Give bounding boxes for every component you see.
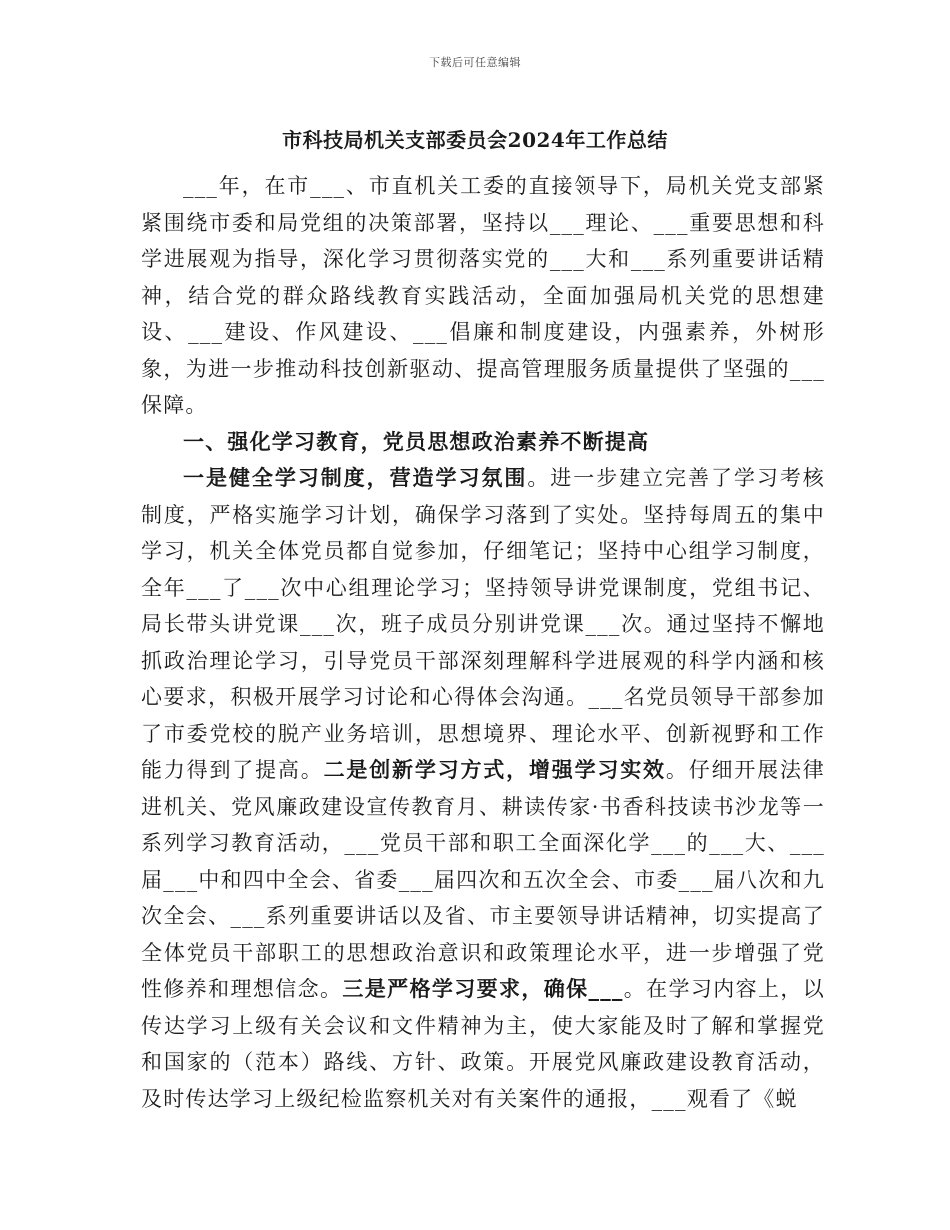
point-1-heading: 一是健全学习制度，营造学习氛围 — [183, 465, 528, 490]
header-note: 下载后可任意编辑 — [429, 56, 521, 69]
intro-paragraph: ___年，在市___、市直机关工委的直接领导下，局机关党支部紧紧围绕市委和局党组的决策部署，坚持以___理论、___重要思想和科学进展观为指导，深化学习贯彻落实党的___大和___系列重要讲话精神，结合党的群众路线教育实践活动，全面加强局机关党的思想建设、___建设、作风建设、___倡廉和制度建设，内强素养，外树形象，为进一步推动科技创新驱动、提高管理服务质量提供了坚强的___保障。 — [141, 174, 825, 417]
point-2-heading: 二是创新学习方式，增强学习实效 — [323, 757, 666, 782]
point-1-text: 。进一步建立完善了学习考核制度，严格实施学习计划，确保学习落到了实处。坚持每周五的集中学习，机关全体党员都自觉参加，仔细笔记；坚持中心组学习制度，全年___了___次中心组理论学习；坚持领导讲党课制度，党组书记、局长带头讲党课___次，班子成员分别讲党课___次。通过坚持不懈地抓政治理论学习，引导党员干部深刻理解科学进展观的科学内涵和核心要求，积极开展学习讨论和心得体会沟通。___名党员领导干部参加了市委党校的脱产业务培训，思想境界、理论水平、创新视野和工作能力得到了提高。 — [141, 466, 825, 782]
point-2-text: 。仔细开展法律进机关、党风廉政建设宣传教育月、耕读传家·书香科技读书沙龙等一系列学习教育活动，___党员干部和职工全面深化学___的___大、___届___中和四中全会、省委___届四次和五次全会、市委___届八次和九次全会、___系列重要讲话以及省、市主要领导讲话精神，切实提高了全体党员干部职工的思想政治意识和政策理论水平，进一步增强了党性修养和理想信念。 — [141, 758, 825, 1001]
document-title: 市科技局机关支部委员会2024年工作总结 — [282, 128, 668, 152]
section-heading: 一、强化学习教育，党员思想政治素养不断提高 — [183, 428, 650, 454]
point-3-text: 。在学习内容上，以传达学习上级有关会议和文件精神为主，使大家能及时了解和掌握党和国家的（范本）路线、方针、政策。开展党风廉政建设教育活动，及时传达学习上级纪检监察机关对有关案件的通报，___观看了《蜕 — [141, 977, 825, 1111]
point-3-heading: 三是严格学习要求，确保___ — [342, 976, 624, 1001]
document-body — [141, 168, 825, 1117]
section-paragraph — [141, 460, 825, 1117]
